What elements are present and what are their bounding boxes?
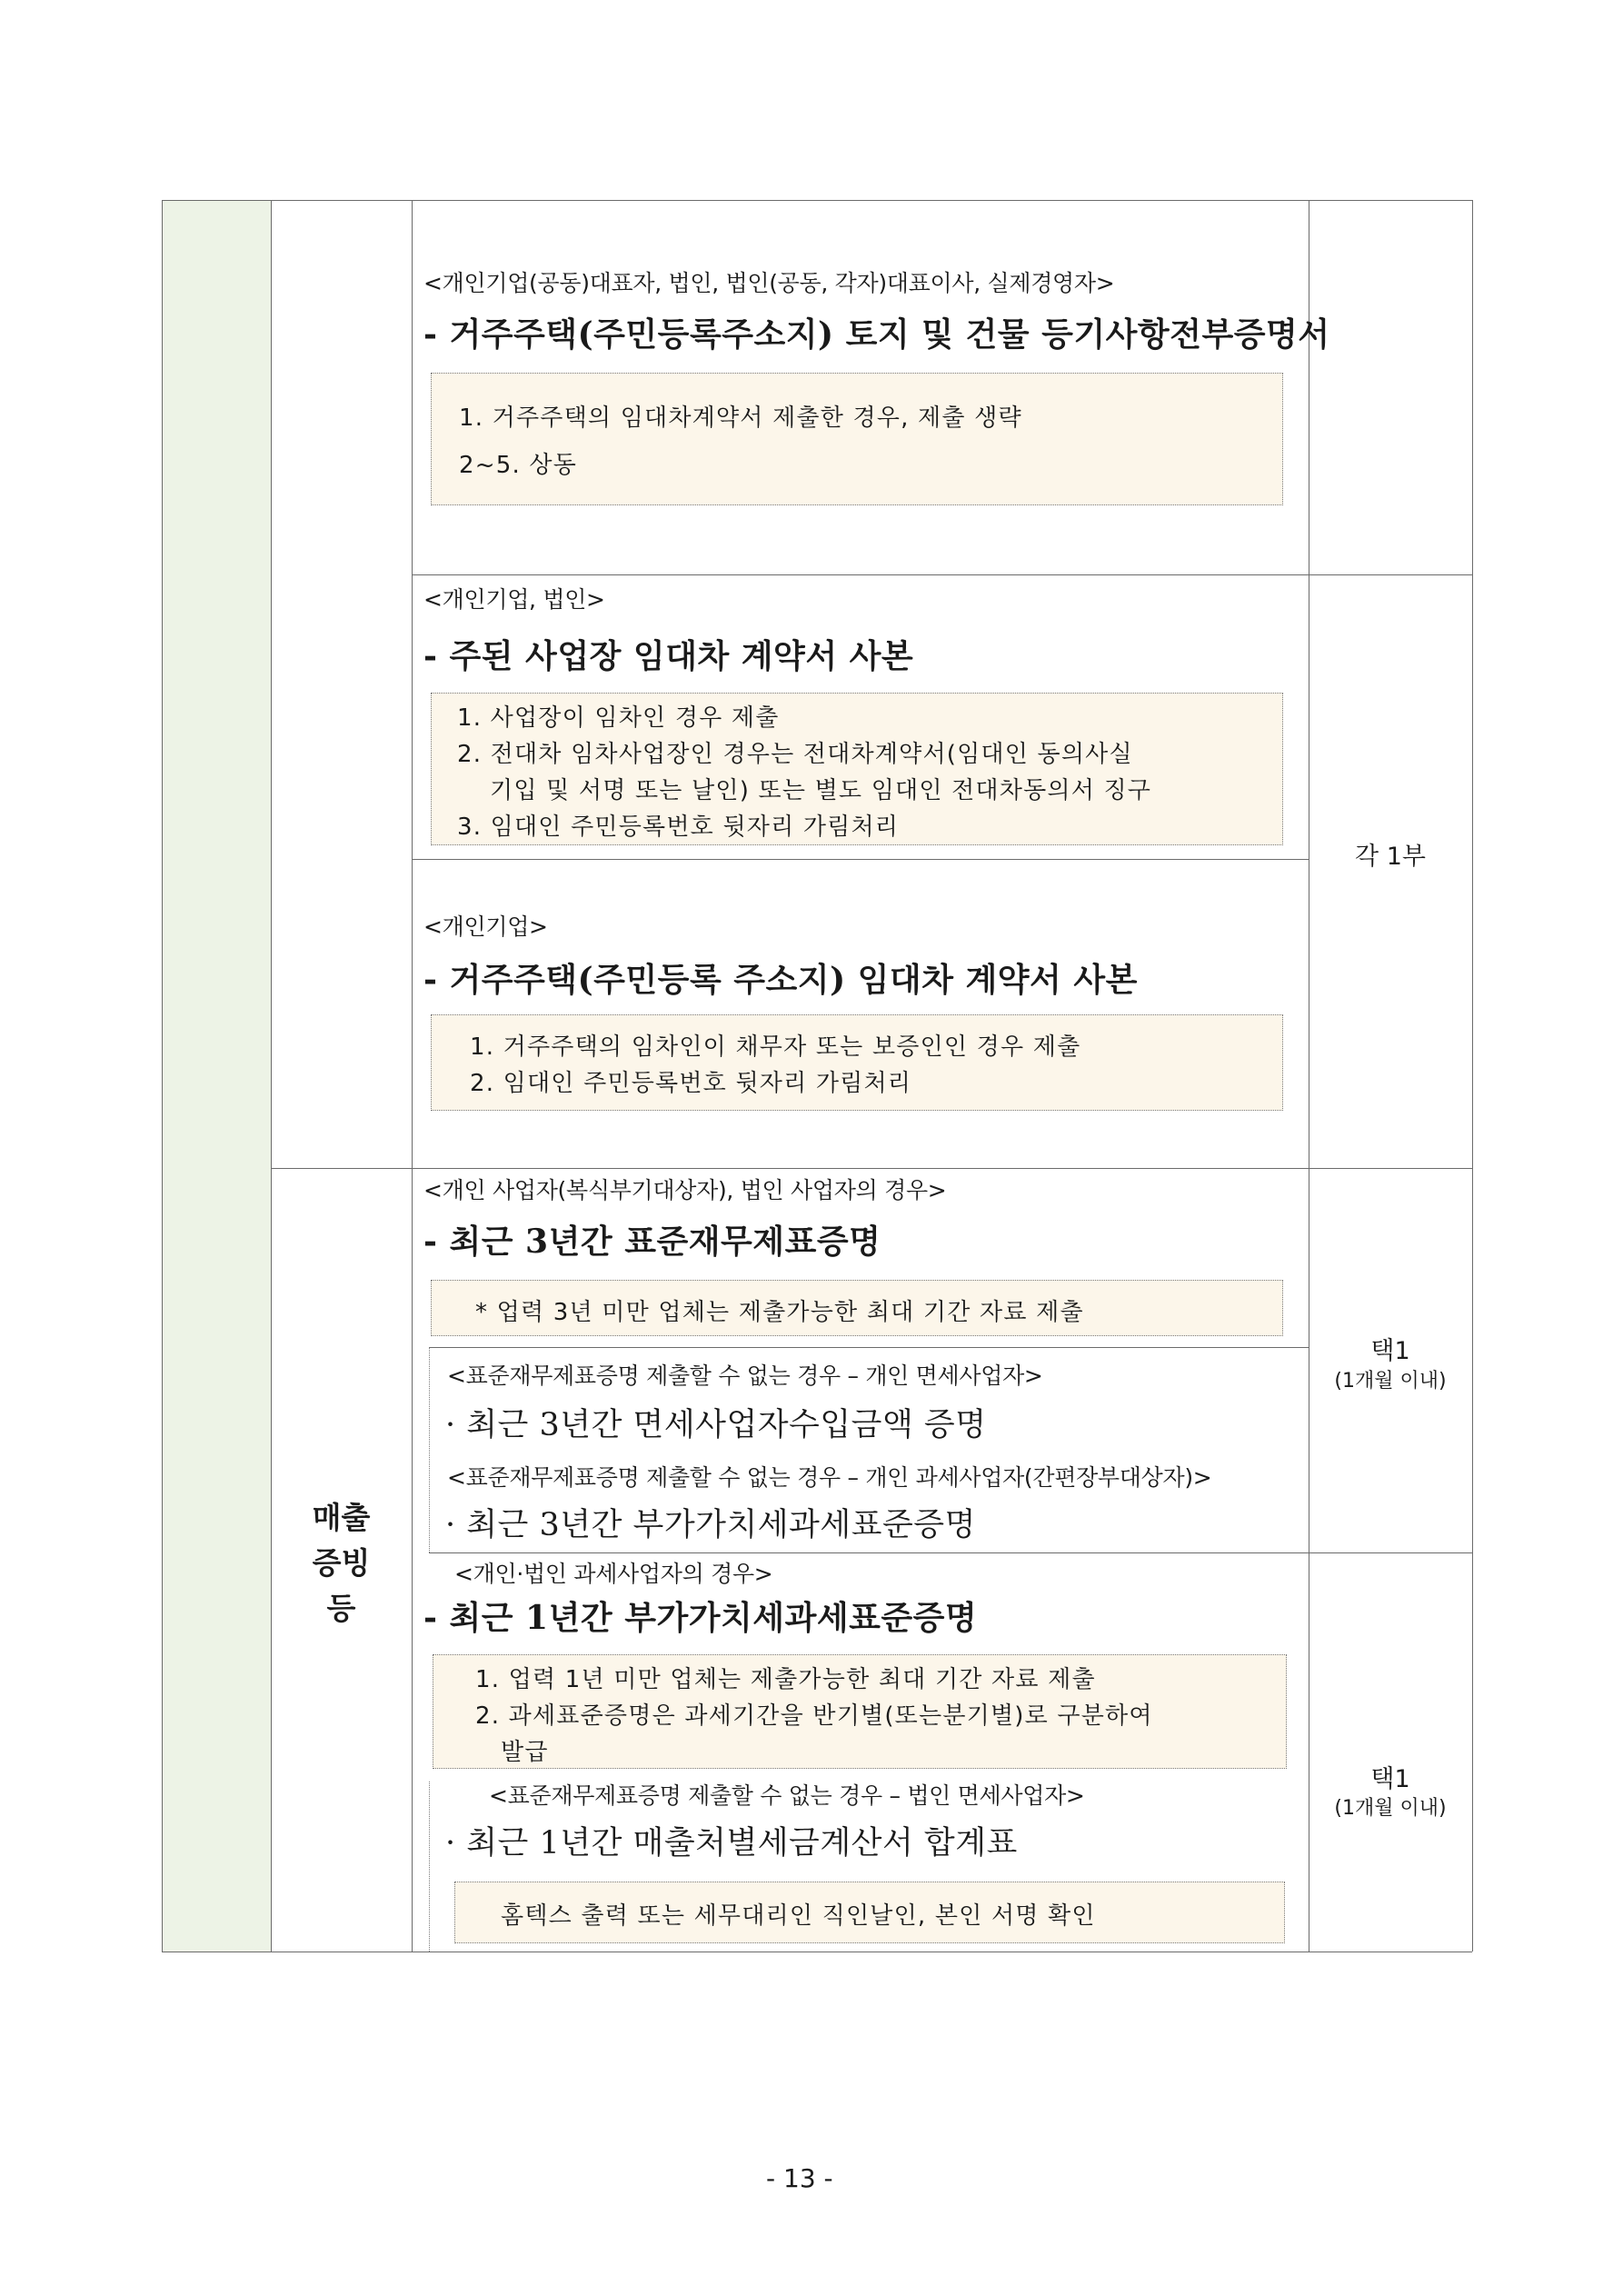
section2-note-line: 3. 임대인 주민등록번호 뒷자리 가림처리 bbox=[457, 814, 900, 841]
dotted-guide-2 bbox=[429, 1782, 430, 1952]
section2-note-line: 기입 및 서명 또는 날인) 또는 별도 임대인 전대차동의서 징구 bbox=[490, 777, 1152, 804]
section2-heading: - 주된 사업장 임대차 계약서 사본 bbox=[423, 637, 914, 675]
section6-note-box bbox=[433, 1654, 1287, 1769]
section2-note-line: 2. 전대차 임차사업장인 경우는 전대차계약서(임대인 동의사실 bbox=[457, 741, 1133, 768]
table-left-border bbox=[162, 200, 163, 1952]
section3-subheading: <개인기업> bbox=[423, 913, 548, 940]
section5-item2: · 최근 3년간 부가가치세과세표준증명 bbox=[445, 1507, 976, 1543]
section4-subheading: <개인 사업자(복식부기대상자), 법인 사업자의 경우> bbox=[423, 1177, 947, 1203]
section2-note-line: 1. 사업장이 임차인 경우 제출 bbox=[457, 704, 780, 732]
section6-note2-line: 홈텍스 출력 또는 세무대리인 직인날인, 본인 서명 확인 bbox=[501, 1902, 1096, 1930]
section4-note-line: * 업력 3년 미만 업체는 제출가능한 최대 기간 자료 제출 bbox=[475, 1299, 1084, 1326]
table-top-border bbox=[162, 200, 1472, 201]
section6-sub2: <표준재무제표증명 제출할 수 없는 경우 – 법인 면세사업자> bbox=[489, 1782, 1085, 1809]
quantity-choice-2: 택1 bbox=[1370, 1765, 1410, 1793]
section3-heading: - 거주주택(주민등록 주소지) 임대차 계약서 사본 bbox=[423, 961, 1138, 999]
section6-subheading: <개인·법인 과세사업자의 경우> bbox=[454, 1561, 773, 1587]
section6-note-line: 발급 bbox=[501, 1739, 549, 1766]
section4-heading: - 최근 3년간 표준재무제표증명 bbox=[423, 1223, 881, 1261]
dotted-guide-1 bbox=[429, 1347, 430, 1552]
row-sep-a bbox=[412, 574, 1472, 575]
category-line: 매출 증빙 등 bbox=[312, 1500, 371, 1626]
section1-heading: - 거주주택(주민등록주소지) 토지 및 건물 등기사항전부증명서 bbox=[423, 315, 1330, 354]
section5-sub1: <표준재무제표증명 제출할 수 없는 경우 – 개인 면세사업자> bbox=[447, 1363, 1043, 1389]
section3-note-line: 1. 거주주택의 임차인이 채무자 또는 보증인인 경우 제출 bbox=[470, 1033, 1081, 1061]
quantity-choice-1: 택1 bbox=[1370, 1337, 1410, 1365]
quantity-choice-2-period: (1개월 이내) bbox=[1334, 1797, 1447, 1820]
section4-note-box bbox=[431, 1280, 1283, 1336]
section1-note-line: 1. 거주주택의 임대차계약서 제출한 경우, 제출 생략 bbox=[459, 404, 1022, 432]
section3-note-line: 2. 임대인 주민등록번호 뒷자리 가림처리 bbox=[470, 1070, 912, 1097]
quantity-choice-1-period: (1개월 이내) bbox=[1334, 1370, 1447, 1393]
section5-item1: · 최근 3년간 면세사업자수입금액 증명 bbox=[445, 1407, 987, 1443]
section1-note-box bbox=[431, 373, 1283, 505]
section3-note-box bbox=[431, 1014, 1283, 1111]
row-sep-c bbox=[271, 1168, 1472, 1169]
row-sep-d bbox=[429, 1347, 1309, 1348]
table-right-border bbox=[1472, 200, 1473, 1952]
section6-item2: · 최근 1년간 매출처별세금계산서 합계표 bbox=[445, 1825, 1018, 1862]
section6-note-line: 2. 과세표준증명은 과세기간을 반기별(또는분기별)로 구분하여 bbox=[475, 1702, 1153, 1730]
section5-sub2: <표준재무제표증명 제출할 수 없는 경우 – 개인 과세사업자(간편장부대상자)> bbox=[447, 1464, 1212, 1491]
section2-subheading: <개인기업, 법인> bbox=[423, 586, 605, 613]
col-sep-2 bbox=[412, 200, 413, 1952]
section2-note-box bbox=[431, 693, 1283, 845]
quantity-each-copy: 각 1부 bbox=[1355, 843, 1426, 871]
row-sep-e bbox=[429, 1552, 1472, 1553]
green-column bbox=[162, 200, 271, 1952]
category-sales-proof bbox=[271, 1495, 412, 1632]
section6-note-line: 1. 업력 1년 미만 업체는 제출가능한 최대 기간 자료 제출 bbox=[475, 1666, 1096, 1693]
col-sep-1 bbox=[271, 200, 272, 1952]
page-number: - 13 - bbox=[766, 2163, 833, 2193]
section6-note2-box bbox=[454, 1882, 1285, 1943]
section1-note-line: 2~5. 상동 bbox=[459, 452, 578, 479]
section1-subheading: <개인기업(공동)대표자, 법인, 법인(공동, 각자)대표이사, 실제경영자> bbox=[423, 270, 1115, 296]
section6-heading: - 최근 1년간 부가가치세과세표준증명 bbox=[423, 1599, 978, 1637]
row-sep-b bbox=[412, 859, 1309, 860]
